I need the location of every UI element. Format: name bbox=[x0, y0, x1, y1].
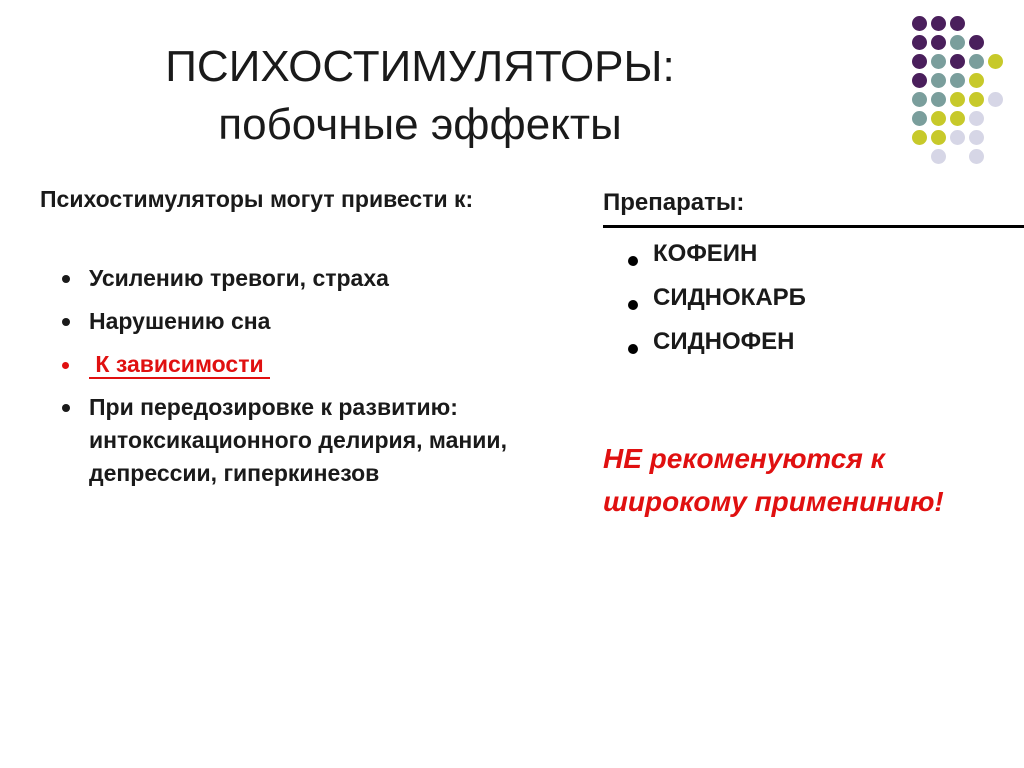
warning-text: НЕ рекоменуются к широкому применинию! bbox=[603, 443, 944, 517]
decorative-dot bbox=[912, 111, 927, 126]
decorative-dot bbox=[912, 16, 927, 31]
list-item bbox=[62, 305, 582, 338]
decorative-dot bbox=[931, 35, 946, 50]
title-line-1: ПСИХОСТИМУЛЯТОРЫ: bbox=[165, 42, 675, 91]
list-item bbox=[625, 232, 806, 276]
left-intro-text: Психостимуляторы могут привести к: bbox=[40, 186, 474, 212]
decorative-dot bbox=[950, 111, 965, 126]
decorative-dot bbox=[969, 54, 984, 69]
drug-name: СИДНОКАРБ bbox=[653, 284, 806, 311]
decorative-dot bbox=[931, 130, 946, 145]
decorative-dot bbox=[969, 73, 984, 88]
bullet-icon bbox=[628, 300, 638, 310]
decorative-dot bbox=[950, 92, 965, 107]
decorative-dot bbox=[950, 54, 965, 69]
decorative-dot bbox=[950, 35, 965, 50]
list-item bbox=[625, 320, 806, 364]
decorative-dot bbox=[988, 92, 1003, 107]
list-item bbox=[62, 391, 582, 490]
decorative-dot-grid bbox=[0, 0, 1024, 180]
list-item-text: Усилению тревоги, страха bbox=[89, 265, 389, 291]
bullet-icon bbox=[62, 318, 70, 326]
decorative-dot bbox=[969, 130, 984, 145]
bullet-icon bbox=[628, 344, 638, 354]
decorative-dot bbox=[912, 35, 927, 50]
bullet-icon bbox=[62, 404, 70, 412]
drug-name: КОФЕИН bbox=[653, 240, 758, 267]
decorative-dot bbox=[969, 92, 984, 107]
drugs-list bbox=[625, 232, 806, 364]
bullet-icon bbox=[628, 256, 638, 266]
decorative-dot bbox=[969, 35, 984, 50]
title-line-2: побочные эффекты bbox=[218, 100, 622, 149]
decorative-dot bbox=[912, 73, 927, 88]
decorative-dot bbox=[969, 149, 984, 164]
list-item bbox=[625, 276, 806, 320]
decorative-dot bbox=[950, 73, 965, 88]
bullet-icon bbox=[62, 362, 69, 369]
divider bbox=[603, 225, 1024, 228]
decorative-dot bbox=[931, 92, 946, 107]
list-item bbox=[62, 348, 582, 381]
decorative-dot bbox=[950, 16, 965, 31]
drugs-header: Препараты: bbox=[603, 189, 745, 216]
decorative-dot bbox=[931, 54, 946, 69]
decorative-dot bbox=[950, 130, 965, 145]
decorative-dot bbox=[931, 16, 946, 31]
decorative-dot bbox=[912, 92, 927, 107]
side-effects-list bbox=[62, 262, 582, 500]
decorative-dot bbox=[931, 111, 946, 126]
list-item-text: К зависимости bbox=[89, 351, 270, 377]
decorative-dot bbox=[931, 149, 946, 164]
decorative-dot bbox=[988, 54, 1003, 69]
decorative-dot bbox=[912, 54, 927, 69]
list-item-text: Нарушению сна bbox=[89, 308, 271, 334]
list-item-text: При передозировке к развитию: интоксикационного делирия, мании, депрессии, гиперкинезов bbox=[89, 394, 507, 486]
decorative-dot bbox=[912, 130, 927, 145]
drug-name: СИДНОФЕН bbox=[653, 328, 795, 355]
bullet-icon bbox=[62, 275, 70, 283]
decorative-dot bbox=[931, 73, 946, 88]
decorative-dot bbox=[969, 111, 984, 126]
list-item bbox=[62, 262, 582, 295]
